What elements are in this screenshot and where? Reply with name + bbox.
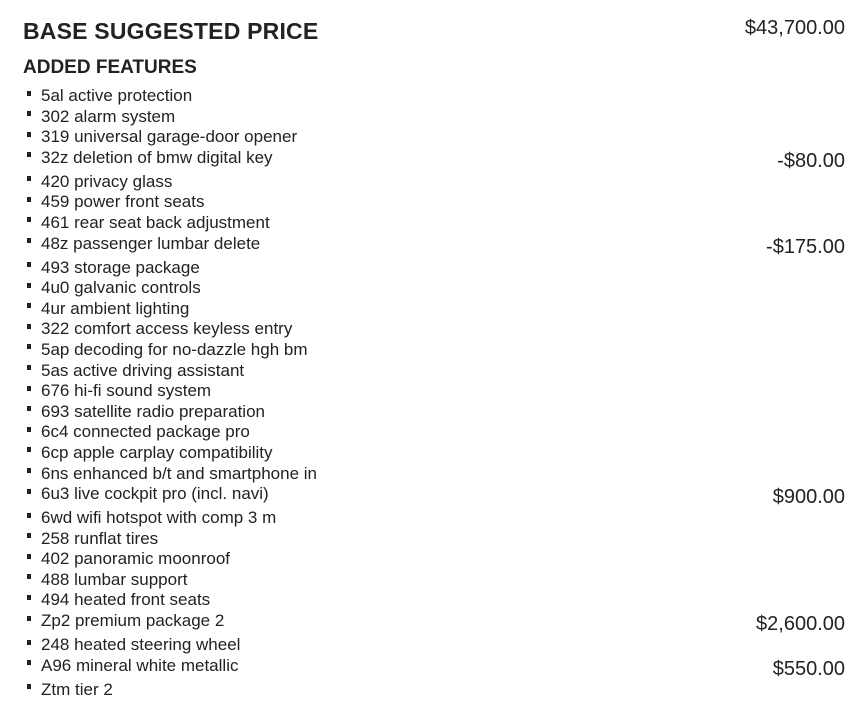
feature-row (27, 258, 845, 279)
feature-item (27, 299, 189, 319)
feature-item (27, 258, 200, 278)
feature-row (27, 656, 845, 680)
added-features-list (23, 86, 845, 700)
feature-item (27, 680, 113, 700)
feature-label: 6wd wifi hotspot with comp 3 m (41, 508, 277, 528)
feature-item (27, 213, 270, 233)
feature-row (27, 107, 845, 128)
feature-label: 420 privacy glass (41, 171, 173, 191)
bullet-icon (27, 595, 31, 600)
bullet-icon (27, 238, 31, 243)
bullet-icon (27, 111, 31, 116)
feature-row (27, 86, 845, 107)
feature-label: 693 satellite radio preparation (41, 401, 265, 421)
bullet-icon (27, 684, 31, 689)
feature-item (27, 361, 244, 381)
feature-row (27, 570, 845, 591)
bullet-icon (27, 640, 31, 645)
feature-row (27, 549, 845, 570)
feature-item (27, 464, 317, 484)
feature-item (27, 529, 158, 549)
bullet-icon (27, 344, 31, 349)
feature-price: $550.00 (772, 657, 845, 680)
feature-row (27, 319, 845, 340)
feature-price: $2,600.00 (756, 613, 845, 636)
bullet-icon (27, 660, 31, 665)
feature-price: -$175.00 (766, 235, 845, 258)
feature-label: 319 universal garage-door opener (41, 127, 298, 147)
feature-price: -$80.00 (777, 149, 845, 172)
feature-item (27, 86, 192, 106)
feature-item (27, 611, 224, 631)
feature-label: 5al active protection (41, 86, 193, 105)
feature-label: 5as active driving assistant (41, 360, 245, 380)
added-features-heading: ADDED FEATURES (23, 57, 197, 78)
feature-row (27, 464, 845, 485)
bullet-icon (27, 197, 31, 202)
feature-label: 493 storage package (41, 257, 200, 277)
feature-row (27, 278, 845, 299)
feature-price: $900.00 (772, 486, 845, 509)
feature-row (27, 443, 845, 464)
feature-row (27, 611, 845, 635)
bullet-icon (27, 262, 31, 267)
feature-row (27, 508, 845, 529)
feature-label: 302 alarm system (41, 106, 176, 126)
bullet-icon (27, 324, 31, 329)
feature-label: Ztm tier 2 (41, 679, 113, 699)
bullet-icon (27, 513, 31, 518)
feature-row (27, 484, 845, 508)
bullet-icon (27, 406, 31, 411)
feature-row (27, 148, 845, 172)
feature-item (27, 107, 175, 127)
feature-label: 402 panoramic moonroof (41, 549, 231, 569)
feature-label: 494 heated front seats (41, 590, 211, 610)
feature-item (27, 234, 260, 254)
base-price-value: $43,700.00 (744, 17, 845, 39)
bullet-icon (27, 217, 31, 222)
bullet-icon (27, 176, 31, 181)
feature-label: 258 runflat tires (41, 528, 159, 548)
bullet-icon (27, 554, 31, 559)
feature-label: 322 comfort access keyless entry (41, 319, 293, 339)
feature-label: 4u0 galvanic controls (41, 278, 201, 298)
bullet-icon (27, 616, 31, 621)
bullet-icon (27, 489, 31, 494)
feature-row (27, 299, 845, 320)
feature-label: 32z deletion of bmw digital key (41, 147, 273, 167)
feature-row (27, 402, 845, 423)
feature-row (27, 192, 845, 213)
bullet-icon (27, 533, 31, 538)
feature-label: 488 lumbar support (41, 569, 188, 589)
feature-row (27, 340, 845, 361)
feature-label: 5ap decoding for no-dazzle hgh bm (41, 339, 308, 359)
feature-row (27, 213, 845, 234)
feature-item (27, 549, 230, 569)
feature-row (27, 127, 845, 148)
feature-row (27, 635, 845, 656)
bullet-icon (27, 574, 31, 579)
feature-label: Zp2 premium package 2 (41, 611, 225, 631)
feature-item (27, 340, 308, 360)
bullet-icon (27, 386, 31, 391)
feature-item (27, 484, 269, 504)
feature-label: 676 hi-fi sound system (41, 381, 212, 401)
feature-item (27, 656, 238, 676)
feature-row (27, 381, 845, 402)
feature-label: 6u3 live cockpit pro (incl. navi) (41, 484, 269, 504)
feature-item (27, 570, 187, 590)
feature-row (27, 172, 845, 193)
feature-label: 4ur ambient lighting (41, 298, 190, 318)
feature-item (27, 172, 172, 192)
bullet-icon (27, 427, 31, 432)
bullet-icon (27, 91, 31, 96)
base-price-title: BASE SUGGESTED PRICE (23, 18, 319, 44)
feature-label: 6c4 connected package pro (41, 422, 250, 442)
feature-item (27, 402, 265, 422)
feature-item (27, 319, 292, 339)
feature-label: 6cp apple carplay compatibility (41, 442, 273, 462)
feature-row (27, 590, 845, 611)
feature-item (27, 148, 273, 168)
bullet-icon (27, 152, 31, 157)
bullet-icon (27, 468, 31, 473)
feature-label: 248 heated steering wheel (41, 635, 241, 655)
bullet-icon (27, 283, 31, 288)
feature-label: 6ns enhanced b/t and smartphone in (41, 463, 317, 483)
feature-item (27, 422, 250, 442)
feature-item (27, 127, 297, 147)
bullet-icon (27, 447, 31, 452)
feature-row (27, 680, 845, 701)
feature-item (27, 192, 204, 212)
feature-item (27, 381, 211, 401)
feature-item (27, 278, 201, 298)
feature-label: A96 mineral white metallic (41, 655, 239, 675)
feature-label: 461 rear seat back adjustment (41, 212, 270, 232)
base-price-row (23, 17, 845, 57)
bullet-icon (27, 303, 31, 308)
feature-row (27, 529, 845, 550)
feature-item (27, 590, 210, 610)
feature-label: 459 power front seats (41, 192, 205, 212)
feature-label: 48z passenger lumbar delete (41, 233, 261, 253)
feature-item (27, 508, 276, 528)
feature-row (27, 361, 845, 382)
bullet-icon (27, 132, 31, 137)
bullet-icon (27, 365, 31, 370)
feature-item (27, 443, 273, 463)
feature-row (27, 234, 845, 258)
feature-row (27, 422, 845, 443)
feature-item (27, 635, 240, 655)
